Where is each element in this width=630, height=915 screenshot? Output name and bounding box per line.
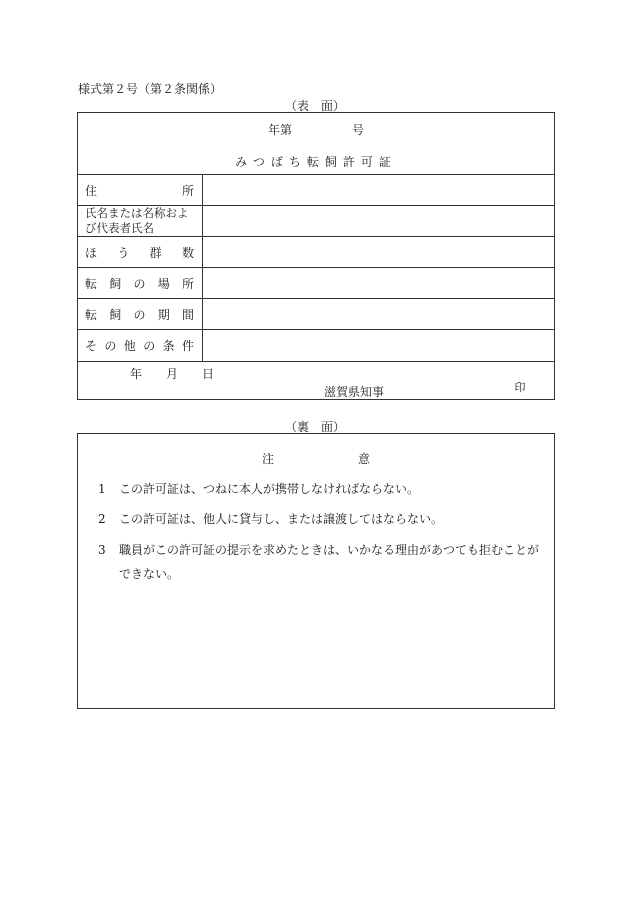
- permit-title: みつばち転飼許可証: [235, 155, 397, 169]
- relocation-period-label: 転飼の期間: [85, 307, 194, 322]
- colony-count-label: ほう群数: [85, 245, 194, 260]
- front-face-label: （表 面）: [284, 99, 345, 113]
- address-value: [203, 175, 554, 205]
- notice-item: [98, 477, 550, 501]
- relocation-place-value: [203, 268, 554, 298]
- notice-item-text: この許可証は、つねに本人が携帯しなければならない。: [119, 482, 420, 496]
- notice-item-number: 3: [98, 543, 106, 557]
- other-conditions-value: [203, 330, 554, 361]
- issuer-title: 滋賀県知事: [324, 385, 385, 399]
- notice-item-number: 1: [98, 482, 106, 496]
- back-face-label: （裏 面）: [284, 420, 345, 434]
- colony-count-value: [203, 237, 554, 267]
- permit-number-line: 年第 号: [267, 123, 364, 137]
- seal-mark: 印: [514, 381, 526, 394]
- notice-item-text: 職員がこの許可証の提示を求めたときは、いかなる理由があつても拒むことができない。: [119, 543, 540, 581]
- other-conditions-label: その他の条件: [85, 339, 194, 353]
- issue-date: 年 月 日: [130, 367, 215, 381]
- row-divider: [78, 361, 554, 362]
- permit-front: [77, 112, 555, 400]
- form-number: 様式第２号（第２条関係）: [78, 82, 223, 96]
- notice-heading: 注 意: [261, 452, 370, 466]
- relocation-period-value: [203, 299, 554, 329]
- notice-item-number: 2: [98, 512, 106, 526]
- notice-item-text: この許可証は、他人に貸与し、または譲渡してはならない。: [119, 512, 444, 526]
- name-label: 氏名または名称および代表者氏名: [85, 206, 189, 235]
- permit-back: [77, 433, 555, 709]
- relocation-place-label: 転飼の場所: [85, 276, 194, 291]
- address-label: 住所: [85, 183, 194, 198]
- name-value: [203, 206, 554, 236]
- notice-item: [98, 507, 550, 531]
- notice-item: [98, 538, 550, 586]
